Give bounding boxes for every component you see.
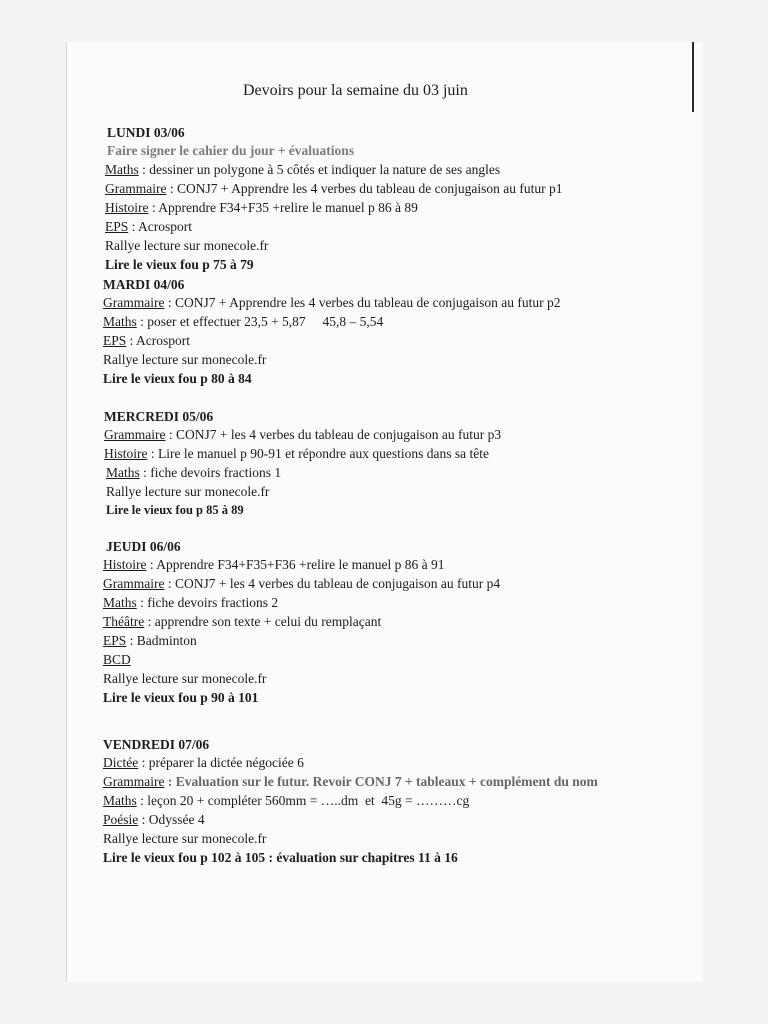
day-lundi: [107, 124, 697, 274]
task-text: : leçon 20 + compléter 560mm = …..dm et 45g = ………cg: [136, 793, 470, 808]
rallye-line: Rallye lecture sur monecole.fr: [103, 671, 267, 686]
task-text: : Lire le manuel p 90-91 et répondre aux questions dans sa tête: [147, 446, 490, 461]
subject-label: Maths: [105, 162, 139, 177]
subject-label: Poésie: [103, 812, 139, 827]
task-text: : CONJ7 + Apprendre les 4 verbes du tableau de conjugaison au futur p2: [164, 295, 561, 310]
histoire-line: [104, 444, 694, 463]
maths-line: [103, 791, 693, 810]
task-text: : Apprendre F34+F35+F36 +relire le manuel p 86 à 91: [146, 557, 445, 572]
task-text: : CONJ7 + Apprendre les 4 verbes du tableau de conjugaison au futur p1: [166, 181, 563, 196]
task-text: : Acrosport: [128, 219, 193, 234]
rallye-line: Rallye lecture sur monecole.fr: [105, 238, 269, 253]
eps-line: [105, 217, 697, 236]
day-vendredi: [103, 736, 693, 867]
subject-label: Grammaire: [103, 774, 165, 789]
subject-label: Maths: [103, 793, 137, 808]
subject-label: Dictée: [103, 755, 139, 770]
maths-line: [106, 463, 694, 482]
eps-line: [103, 631, 693, 650]
maths-line: [105, 160, 697, 179]
note-line: Faire signer le cahier du jour + évaluations: [107, 143, 355, 158]
task-text: : CONJ7 + les 4 verbes du tableau de conjugaison au futur p4: [164, 576, 501, 591]
rallye-line: Rallye lecture sur monecole.fr: [106, 484, 270, 499]
grammaire-line: [105, 179, 697, 198]
task-text: : apprendre son texte + celui du remplaçant: [144, 614, 382, 629]
day-title: LUNDI 03/06: [107, 125, 185, 140]
subject-label: Histoire: [103, 557, 147, 572]
subject-label: Maths: [103, 595, 137, 610]
lire-line: Lire le vieux fou p 102 à 105 : évaluation sur chapitres 11 à 16: [103, 850, 458, 865]
lire-line: Lire le vieux fou p 90 à 101: [103, 690, 259, 705]
eps-line: [103, 331, 693, 350]
day-title: MERCREDI 05/06: [104, 409, 214, 424]
subject-label: Grammaire: [103, 576, 165, 591]
task-text: : Apprendre F34+F35 +relire le manuel p 86 à 89: [148, 200, 418, 215]
poesie-line: [103, 810, 693, 829]
edge-mark: [692, 42, 694, 112]
subject-label: EPS: [103, 333, 127, 348]
day-title: VENDREDI 07/06: [103, 737, 210, 752]
task-text: : Odyssée 4: [138, 812, 205, 827]
grammaire-line: [104, 425, 694, 444]
maths-line: [103, 593, 693, 612]
task-text: : Evaluation sur le futur. Revoir CONJ 7 + tableaux + complément du nom: [164, 774, 598, 789]
subject-label: EPS: [103, 633, 127, 648]
task-text: : CONJ7 + les 4 verbes du tableau de conjugaison au futur p3: [165, 427, 502, 442]
histoire-line: [103, 555, 693, 574]
rallye-line: Rallye lecture sur monecole.fr: [103, 352, 267, 367]
task-text: : Acrosport: [126, 333, 191, 348]
lire-line: Lire le vieux fou p 80 à 84: [103, 371, 252, 386]
subject-label: Grammaire: [103, 295, 165, 310]
page-title: Devoirs pour la semaine du 03 juin: [243, 82, 468, 99]
day-mardi: [103, 276, 693, 388]
subject-label: Maths: [106, 465, 140, 480]
bcd-line: [103, 650, 693, 669]
subject-label: Histoire: [104, 446, 148, 461]
subject-label: EPS: [105, 219, 129, 234]
lire-line: Lire le vieux fou p 75 à 79: [105, 257, 254, 272]
day-jeudi: [103, 538, 693, 707]
subject-label: Théâtre: [103, 614, 145, 629]
subject-label: Maths: [103, 314, 137, 329]
day-title: JEUDI 06/06: [106, 539, 181, 554]
subject-label: BCD: [103, 652, 131, 667]
task-text: : fiche devoirs fractions 1: [139, 465, 282, 480]
rallye-line: Rallye lecture sur monecole.fr: [103, 831, 267, 846]
task-text: : préparer la dictée négociée 6: [138, 755, 304, 770]
grammaire-line: [103, 772, 693, 791]
day-mercredi: [104, 408, 694, 520]
grammaire-line: [103, 574, 693, 593]
task-text: : poser et effectuer 23,5 + 5,87 45,8 – 5,54: [136, 314, 384, 329]
subject-label: Histoire: [105, 200, 149, 215]
task-text: : Badminton: [126, 633, 197, 648]
task-text: : fiche devoirs fractions 2: [136, 595, 279, 610]
maths-line: [103, 312, 693, 331]
subject-label: Grammaire: [105, 181, 167, 196]
subject-label: Grammaire: [104, 427, 166, 442]
histoire-line: [105, 198, 697, 217]
dictee-line: [103, 753, 693, 772]
day-title: MARDI 04/06: [103, 277, 185, 292]
lire-line: Lire le vieux fou p 85 à 89: [106, 503, 244, 517]
task-text: : dessiner un polygone à 5 côtés et indiquer la nature de ses angles: [138, 162, 501, 177]
grammaire-line: [103, 293, 693, 312]
theatre-line: [103, 612, 693, 631]
